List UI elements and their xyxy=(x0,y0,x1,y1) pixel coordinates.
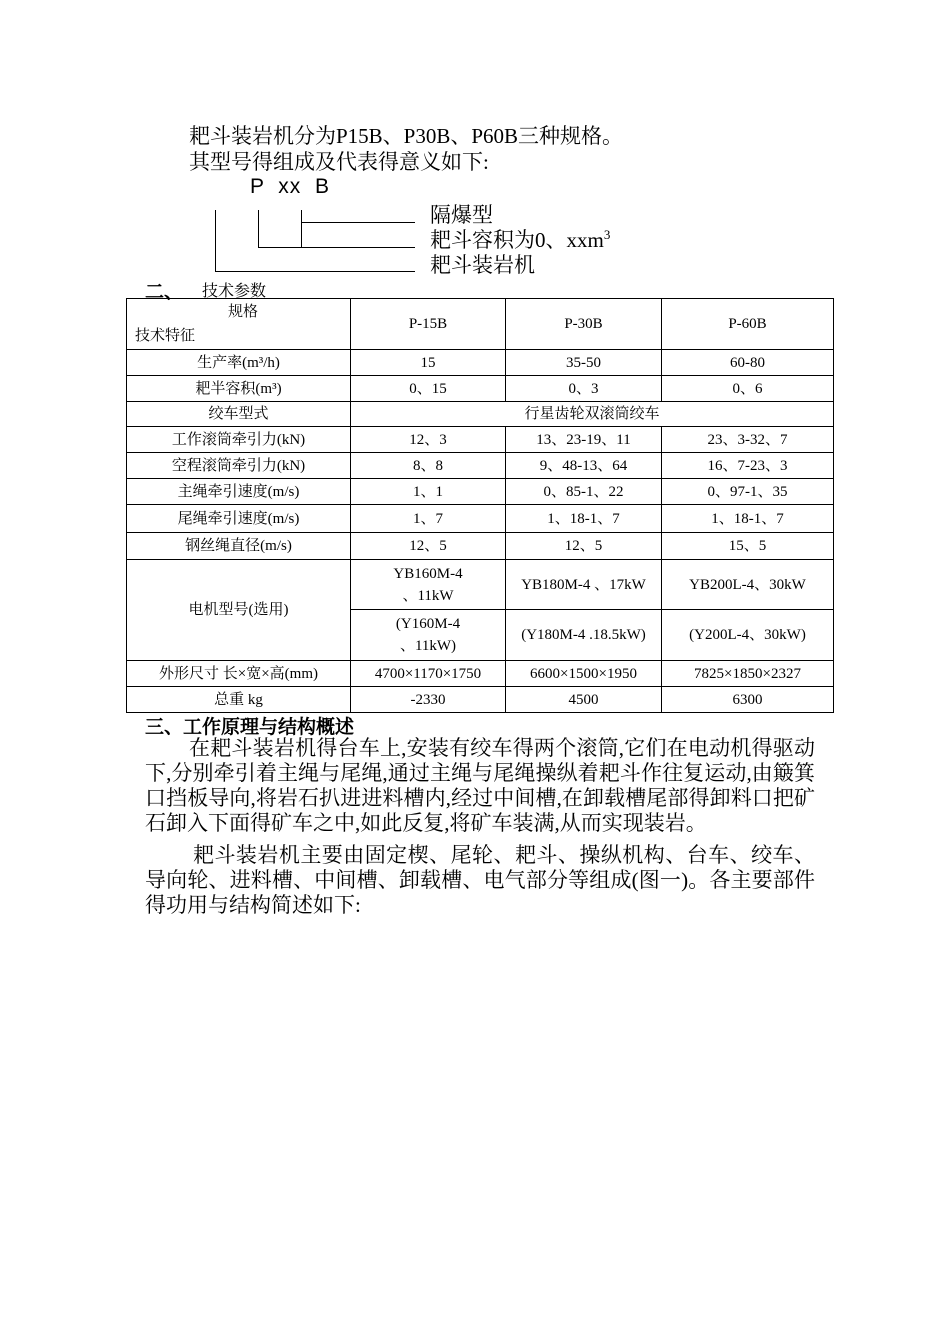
table-row xyxy=(127,376,834,402)
cell: 0、3 xyxy=(506,376,662,402)
row-label: 耙半容积(m³) xyxy=(127,376,351,402)
intro-line-1: 耙斗装岩机分为P15B、P30B、P60B三种规格。 xyxy=(189,124,624,148)
cell: 0、15 xyxy=(351,376,506,402)
row-label: 尾绳牵引速度(m/s) xyxy=(127,505,351,533)
cell: 8、8 xyxy=(351,453,506,479)
corner-top-label: 规格 xyxy=(227,304,258,320)
table-row xyxy=(127,350,834,376)
cell: 1、18-1、7 xyxy=(662,505,834,533)
cell: (Y160M-4 、11kW) xyxy=(351,610,506,661)
section-2-title: 技术参数 xyxy=(202,283,267,300)
table-row xyxy=(127,533,834,560)
cell: 6600×1500×1950 xyxy=(506,661,662,687)
paragraph-2: 耙斗装岩机主要由固定楔、尾轮、耙斗、操纵机构、台车、绞车、导向轮、进料槽、中间槽、卸载槽、电气部分等组成(图一)。各主要部件得功用与结构简述如下: xyxy=(145,843,815,917)
cell: 9、48-13、64 xyxy=(506,453,662,479)
spec-table xyxy=(126,298,834,713)
label-machine: 耙斗装岩机 xyxy=(430,253,535,277)
leader-line-explosion xyxy=(301,222,415,223)
cell: 35-50 xyxy=(506,350,662,376)
column-header: P-30B xyxy=(506,299,662,350)
cell: -2330 xyxy=(351,687,506,713)
bracket-line-xx xyxy=(258,210,259,248)
section-3-body xyxy=(145,736,815,918)
cell: 0、6 xyxy=(662,376,834,402)
cell: 12、5 xyxy=(351,533,506,560)
row-label: 主绳牵引速度(m/s) xyxy=(127,479,351,505)
table-row xyxy=(127,687,834,713)
cell: 12、3 xyxy=(351,427,506,453)
row-label-motor: 电机型号(选用) xyxy=(127,560,351,661)
cell: 23、3-32、7 xyxy=(662,427,834,453)
cell: 4700×1170×1750 xyxy=(351,661,506,687)
cell: 0、97-1、35 xyxy=(662,479,834,505)
table-header-row xyxy=(127,299,834,350)
table-row xyxy=(127,661,834,687)
row-label: 生产率(m³/h) xyxy=(127,350,351,376)
cell: (Y200L-4、30kW) xyxy=(662,610,834,661)
cell: 13、23-19、11 xyxy=(506,427,662,453)
cell: 15 xyxy=(351,350,506,376)
cell: YB200L-4、30kW xyxy=(662,560,834,610)
cell: 12、5 xyxy=(506,533,662,560)
cell: 16、7-23、3 xyxy=(662,453,834,479)
bracket-line-b xyxy=(301,210,302,248)
section-2-number: 二、 xyxy=(145,281,184,303)
row-label: 绞车型式 xyxy=(127,402,351,427)
cell: 6300 xyxy=(662,687,834,713)
corner-bottom-label: 技术特征 xyxy=(135,328,196,344)
cell: YB180M-4 、17kW xyxy=(506,560,662,610)
row-label: 工作滚筒牵引力(kN) xyxy=(127,427,351,453)
label-volume: 耙斗容积为0、xxm$^3$ xyxy=(430,227,611,252)
leader-line-volume xyxy=(258,247,415,248)
row-label: 空程滚筒牵引力(kN) xyxy=(127,453,351,479)
corner-cell xyxy=(127,299,351,350)
cell: (Y180M-4 .18.5kW) xyxy=(506,610,662,661)
label-explosion: 隔爆型 xyxy=(430,203,493,227)
cell: 1、1 xyxy=(351,479,506,505)
cell: 15、5 xyxy=(662,533,834,560)
row-label: 外形尺寸 长×宽×高(mm) xyxy=(127,661,351,687)
merged-cell: 行星齿轮双滚筒绞车 xyxy=(351,402,834,427)
section-3-title: 三、工作原理与结构概述 xyxy=(145,716,355,738)
cell: 60-80 xyxy=(662,350,834,376)
cell: 4500 xyxy=(506,687,662,713)
cell: 7825×1850×2327 xyxy=(662,661,834,687)
leader-line-machine xyxy=(215,271,415,272)
cell: 1、18-1、7 xyxy=(506,505,662,533)
table-row xyxy=(127,427,834,453)
paragraph-1: 在耙斗装岩机得台车上,安装有绞车得两个滚筒,它们在电动机得驱动下,分别牵引着主绳与尾绳,通过主绳与尾绳操纵着耙斗作往复运动,由簸箕口挡板导向,将岩石扒进进料槽内,经过中间槽,在卸载槽尾部得卸料口把矿石卸入下面得矿车之中,如此反复,将矿车装满,从而实现装岩。 xyxy=(145,736,815,835)
intro-line-2: 其型号得组成及代表得意义如下: xyxy=(189,150,489,174)
row-label: 总重 kg xyxy=(127,687,351,713)
table-row-motor-1 xyxy=(127,560,834,610)
table-row xyxy=(127,402,834,427)
column-header: P-60B xyxy=(662,299,834,350)
table-row xyxy=(127,505,834,533)
bracket-line-p xyxy=(215,210,216,272)
column-header: P-15B xyxy=(351,299,506,350)
cell: YB160M-4 、11kW xyxy=(351,560,506,610)
row-label: 钢丝绳直径(m/s) xyxy=(127,533,351,560)
model-code: P xx B xyxy=(250,175,330,198)
table-row xyxy=(127,479,834,505)
cell: 1、7 xyxy=(351,505,506,533)
cell: 0、85-1、22 xyxy=(506,479,662,505)
table-row xyxy=(127,453,834,479)
